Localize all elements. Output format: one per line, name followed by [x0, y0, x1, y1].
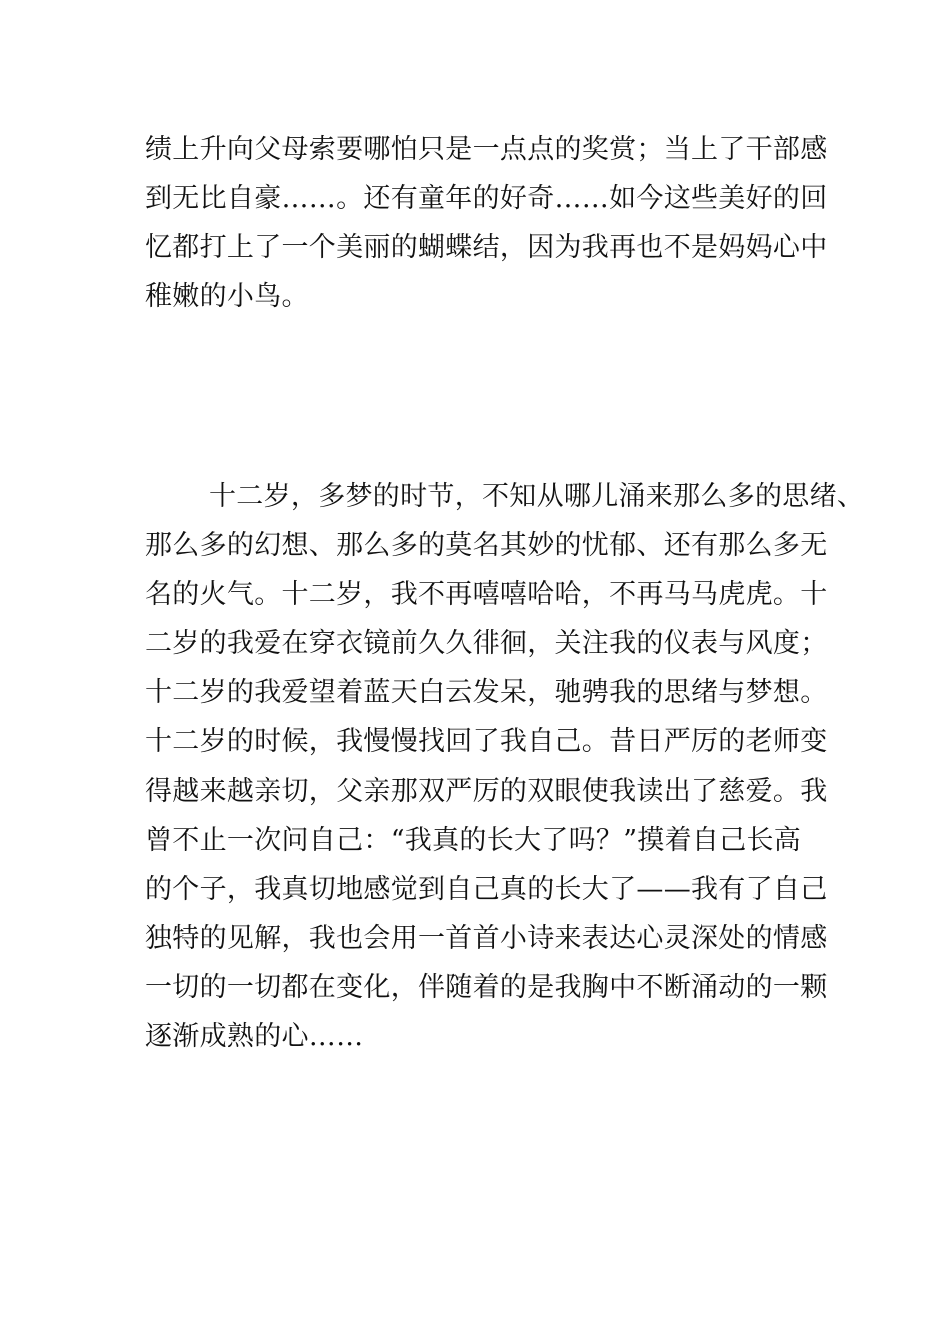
paragraph-2-line-11: 一切的一切都在变化，伴随着的是我胸中不断涌动的一颗 — [145, 972, 828, 1003]
paragraph-2-line-2: 那么多的幻想、那么多的莫名其妙的忧郁、还有那么多无 — [145, 530, 828, 561]
paragraph-2-line-8: 曾不止一次问自己：“我真的长大了吗？”摸着自己长高 — [145, 825, 802, 856]
paragraph-2-line-5: 十二岁的我爱望着蓝天白云发呆，驰骋我的思绪与梦想。 — [145, 677, 828, 708]
paragraph-2-line-4: 二岁的我爱在穿衣镜前久久徘徊，关注我的仪表与风度； — [145, 628, 828, 659]
paragraph-1-line-4: 稚嫩的小鸟。 — [145, 281, 309, 312]
paragraph-2-line-9: 的个子，我真切地感觉到自己真的长大了——我有了自己 — [145, 874, 828, 905]
paragraph-1-line-1: 绩上升向父母索要哪怕只是一点点的奖赏；当上了干部感 — [145, 134, 828, 165]
paragraph-2-line-12: 逐渐成熟的心…… — [145, 1021, 364, 1052]
paragraph-2-line-7: 得越来越亲切，父亲那双严厉的双眼使我读出了慈爱。我 — [145, 776, 828, 807]
paragraph-2-line-1: 十二岁，多梦的时节，不知从哪儿涌来那么多的思绪、 — [209, 481, 865, 512]
paragraph-2-line-6: 十二岁的时候，我慢慢找回了我自己。昔日严厉的老师变 — [145, 726, 828, 757]
paragraph-2-line-3: 名的火气。十二岁，我不再嘻嘻哈哈，不再马马虎虎。十 — [145, 579, 828, 610]
paragraph-1-line-2: 到无比自豪……。还有童年的好奇……如今这些美好的回 — [145, 183, 828, 214]
paragraph-1-line-3: 忆都打上了一个美丽的蝴蝶结，因为我再也不是妈妈心中 — [145, 232, 828, 263]
paragraph-2-line-10: 独特的见解，我也会用一首首小诗来表达心灵深处的情感 — [145, 923, 828, 954]
